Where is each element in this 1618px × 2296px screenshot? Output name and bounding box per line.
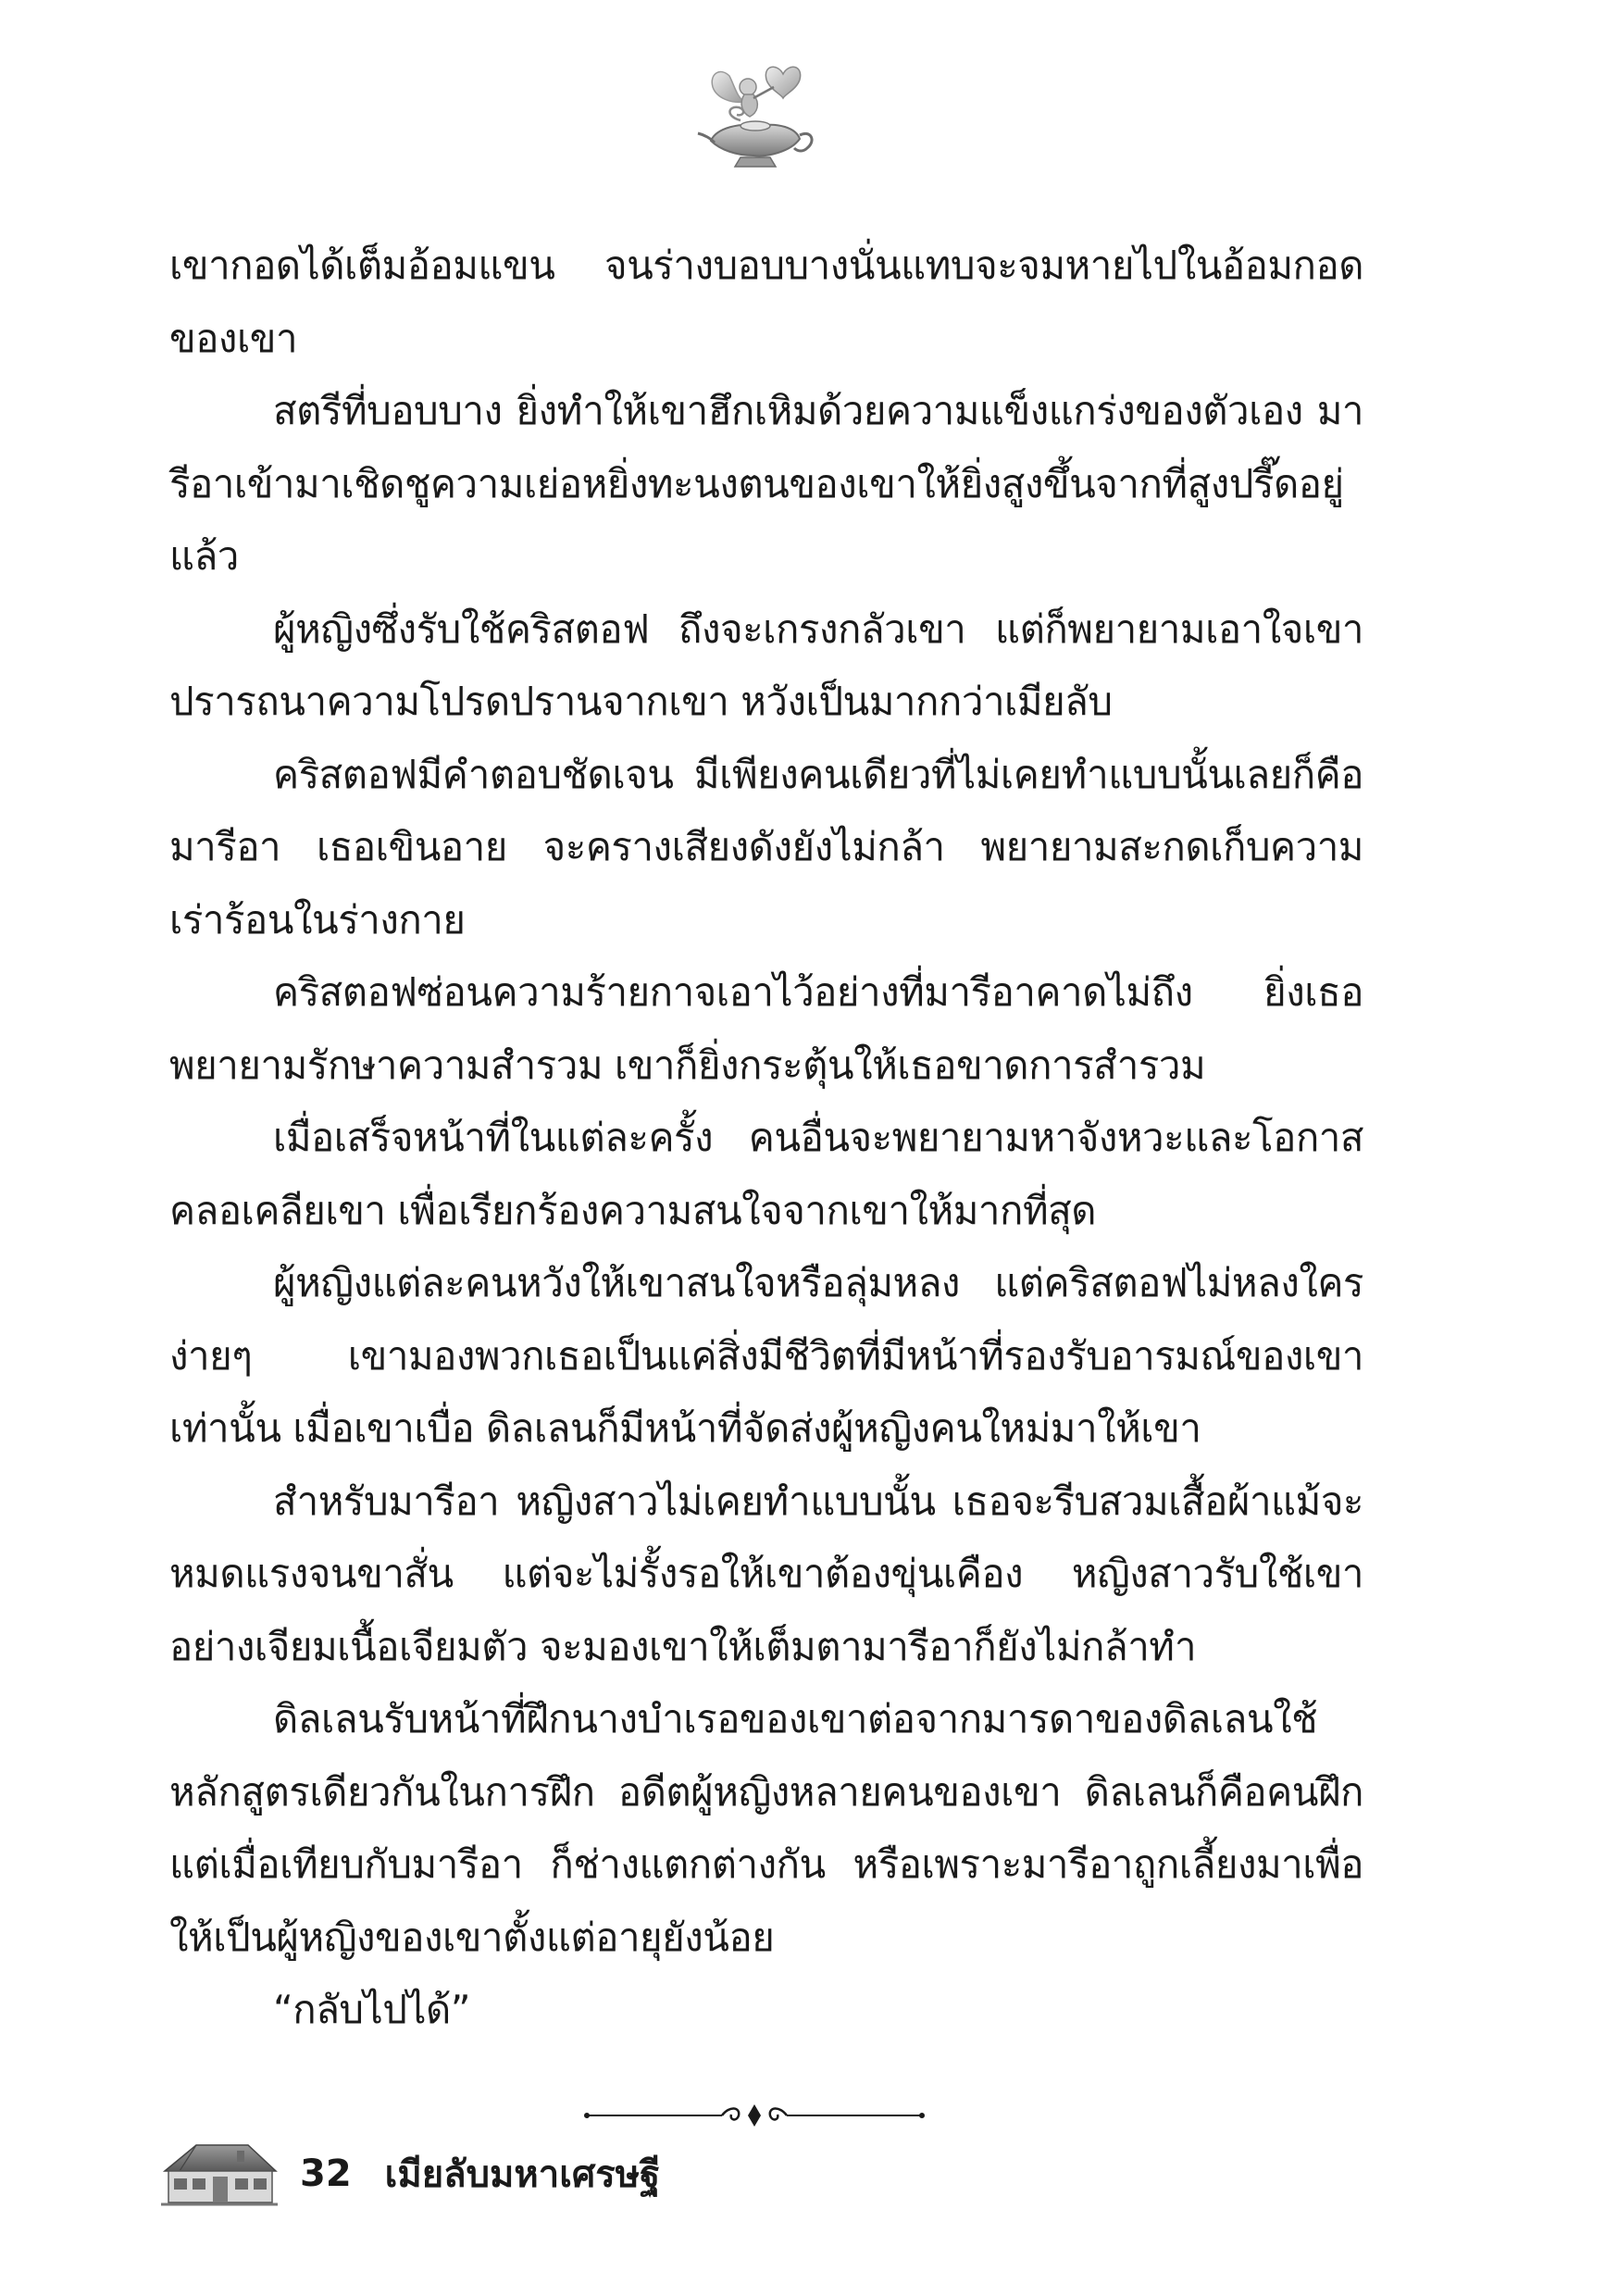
book-title: เมียลับมหาเศรษฐี — [384, 2153, 661, 2196]
ornamental-divider-icon — [583, 2100, 926, 2131]
page-number: 32 — [300, 2152, 352, 2195]
paragraph: ผู้หญิงแต่ละคนหวังให้เขาสนใจหรือลุ่มหลง แต่คริสตอฟไม่หลงใครง่ายๆ เขามองพวกเธอเป็นแค่สิ่งมีชีวิตที่มีหน้าที่รองรับอารมณ์ของเขาเท่านั้น เมื่อเขาเบื่อ ดิลเลนก็มีหน้าที่จัดส่งผู้หญิงคนใหม่มาให้เขา — [169, 1260, 1363, 1451]
page-footer — [159, 2137, 660, 2211]
paragraph: “กลับไปได้” — [273, 1987, 471, 2032]
paragraph: เขากอดได้เต็มอ้อมแขน จนร่างบอบบางนั่นแทบจะจมหายไปในอ้อมกอดของเขา — [169, 243, 1363, 361]
house-icon — [159, 2140, 280, 2208]
genie-lamp-cupid-icon — [692, 56, 822, 176]
paragraph: ดิลเลนรับหน้าที่ฝึกนางบำเรอของเขาต่อจากมารดาของดิลเลนใช้หลักสูตรเดียวกันในการฝึก อดีตผู้หญิงหลายคนของเขา ดิลเลนก็คือคนฝึก แต่เมื่อเทียบกับมารีอา ก็ช่างแตกต่างกัน หรือเพราะมารีอาถูกเลี้ยงมาเพื่อให้เป็นผู้หญิงของเขาตั้งแต่อายุยังน้อย — [169, 1696, 1363, 1960]
paragraph: สตรีที่บอบบาง ยิ่งทำให้เขาฮึกเหิมด้วยความแข็งแกร่งของตัวเอง มารีอาเข้ามาเชิดชูความเย่อหยิ่งทะนงตนของเขาให้ยิ่งสูงขึ้นจากที่สูงปรี๊ดอยู่แล้ว — [169, 388, 1363, 579]
paragraph: คริสตอฟมีคำตอบชัดเจน มีเพียงคนเดียวที่ไม่เคยทำแบบนั้นเลยก็คือมารีอา เธอเขินอาย จะครางเสียงดังยังไม่กล้า พยายามสะกดเก็บความเร่าร้อนในร่างกาย — [169, 751, 1363, 942]
paragraph: ผู้หญิงซึ่งรับใช้คริสตอฟ ถึงจะเกรงกลัวเขา แต่ก็พยายามเอาใจเขา ปรารถนาความโปรดปรานจากเขา หวังเป็นมากกว่าเมียลับ — [169, 605, 1363, 724]
paragraph: สำหรับมารีอา หญิงสาวไม่เคยทำแบบนั้น เธอจะรีบสวมเสื้อผ้าแม้จะหมดแรงจนขาสั่น แต่จะไม่รั้งรอให้เขาต้องขุ่นเคือง หญิงสาวรับใช้เขาอย่างเจียมเนื้อเจียมตัว จะมองเขาให้เต็มตามารีอาก็ยังไม่กล้าทำ — [169, 1478, 1363, 1669]
paragraph: เมื่อเสร็จหน้าที่ในแต่ละครั้ง คนอื่นจะพยายามหาจังหวะและโอกาสคลอเคลียเขา เพื่อเรียกร้องความสนใจจากเขาให้มากที่สุด — [169, 1115, 1363, 1233]
body-text — [169, 230, 1363, 2047]
paragraph: คริสตอฟซ่อนความร้ายกาจเอาไว้อย่างที่มารีอาคาดไม่ถึง ยิ่งเธอพยายามรักษาความสำรวม เขาก็ยิ่งกระตุ้นให้เธอขาดการสำรวม — [169, 969, 1363, 1088]
